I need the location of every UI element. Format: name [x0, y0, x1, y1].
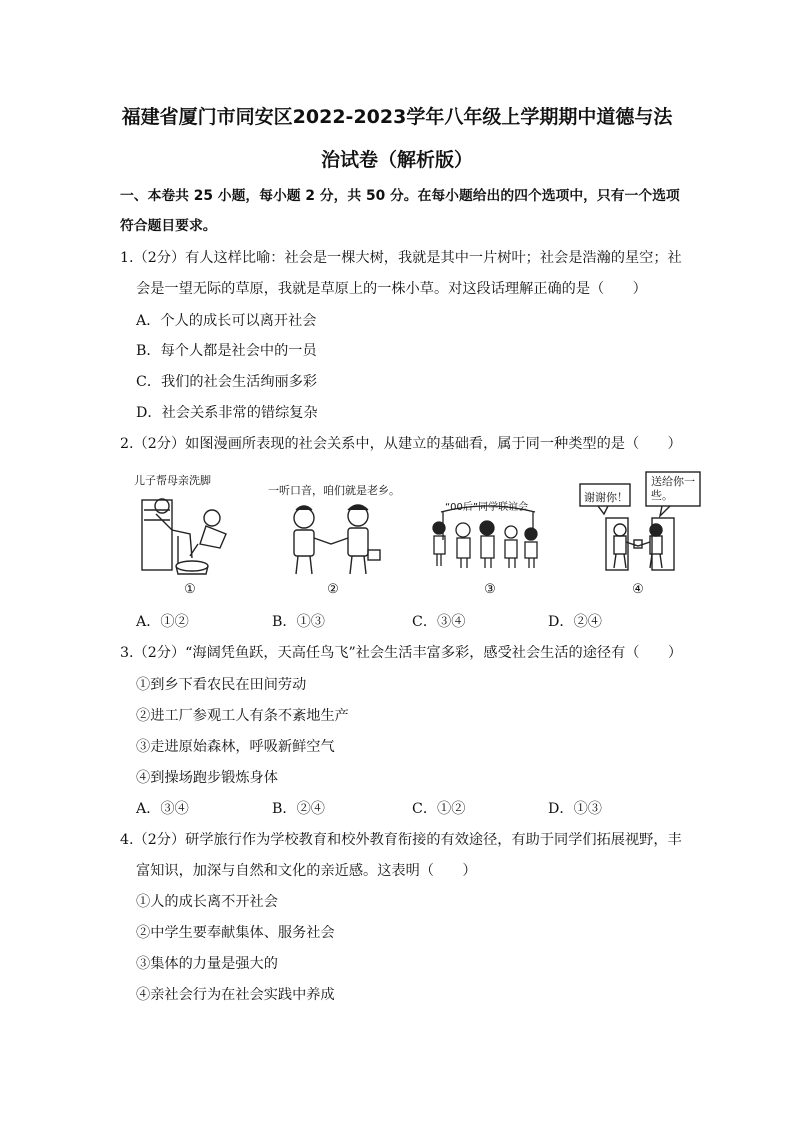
q4-item-4: ④亲社会行为在社会实践中养成	[136, 987, 335, 1003]
q1-option-c[interactable]: C．我们的社会生活绚丽多彩	[136, 374, 318, 390]
q4-stem-line-2: 富知识，加深与自然和文化的亲近感。这表明（ ）	[136, 863, 477, 879]
cartoon-panel-4	[578, 470, 703, 597]
q4-stem-line-1: 4.（2分）研学旅行作为学校教育和校外教育衔接的有效途径，有助于同学们拓展视野，丰	[120, 832, 682, 848]
panel-3-drawing	[425, 470, 550, 580]
q3-options	[136, 799, 696, 819]
q2-option-c[interactable]: C．③④	[412, 614, 466, 630]
panel-1-label: ①	[184, 582, 196, 597]
q2-option-b[interactable]: B．①③	[272, 614, 325, 630]
q1-stem-line-1: 1.（2分）有人这样比喻：社会是一棵大树，我就是其中一片树叶；社会是浩瀚的星空；社	[120, 250, 682, 266]
q2-option-d[interactable]: D．②④	[548, 614, 602, 630]
q3-option-b[interactable]: B．②④	[272, 801, 325, 817]
q1-option-b[interactable]: B．每个人都是社会中的一员	[136, 343, 317, 359]
panel-1-caption: 儿子帮母亲洗脚	[134, 474, 211, 487]
section-instruction-line-2: 符合题目要求。	[120, 218, 217, 234]
q4-item-1: ①人的成长离不开社会	[136, 894, 278, 910]
q2-stem: 2.（2分）如图漫画所表现的社会关系中，从建立的基础看，属于同一种类型的是（ ）	[120, 436, 682, 452]
cartoon-panel-1	[130, 470, 245, 597]
q3-option-d[interactable]: D．①③	[548, 801, 602, 817]
q1-option-d[interactable]: D．社会关系非常的错综复杂	[136, 405, 318, 421]
panel-2-caption: 一听口音，咱们就是老乡。	[268, 484, 400, 497]
section-instruction-line-1: 一、本卷共 25 小题，每小题 2 分，共 50 分。在每小题给出的四个选项中，只有一个选项	[120, 188, 680, 204]
page-title-line-2: 治试卷（解析版）	[320, 149, 473, 171]
page-title-line-1: 福建省厦门市同安区2022-2023学年八年级上学期期中道德与法	[121, 106, 673, 128]
panel-4-label: ④	[632, 582, 644, 597]
q1-option-a[interactable]: A．个人的成长可以离开社会	[136, 313, 317, 329]
q3-option-a[interactable]: A．③④	[136, 801, 189, 817]
panel-4-speech-thanks: 谢谢你！	[584, 491, 628, 504]
cartoon-panel-2	[268, 470, 400, 597]
q2-options	[136, 612, 696, 632]
panel-2-label: ②	[327, 582, 339, 597]
q3-item-4: ④到操场跑步锻炼身体	[136, 770, 278, 786]
panel-3-label: ③	[484, 582, 496, 597]
cartoon-panel-3	[425, 470, 550, 597]
q3-item-1: ①到乡下看农民在田间劳动	[136, 677, 307, 693]
q1-stem-line-2: 会是一望无际的草原，我就是草原上的一株小草。对这段话理解正确的是（ ）	[136, 281, 647, 297]
q4-item-3: ③集体的力量是强大的	[136, 956, 278, 972]
q3-item-3: ③走进原始森林，呼吸新鲜空气	[136, 739, 335, 755]
panel-4-speech-gift: 送给你一些。	[651, 475, 695, 502]
q2-cartoon-figure	[130, 470, 700, 600]
q3-item-2: ②进工厂参观工人有条不紊地生产	[136, 708, 349, 724]
q2-option-a[interactable]: A．①②	[136, 614, 189, 630]
q3-option-c[interactable]: C．①②	[412, 801, 466, 817]
panel-3-caption: “00后”同学联谊会	[445, 502, 529, 513]
q3-stem: 3.（2分）“海阔凭鱼跃，天高任鸟飞”社会生活丰富多彩，感受社会生活的途径有（ ）	[120, 645, 683, 661]
q4-item-2: ②中学生要奉献集体、服务社会	[136, 925, 335, 941]
